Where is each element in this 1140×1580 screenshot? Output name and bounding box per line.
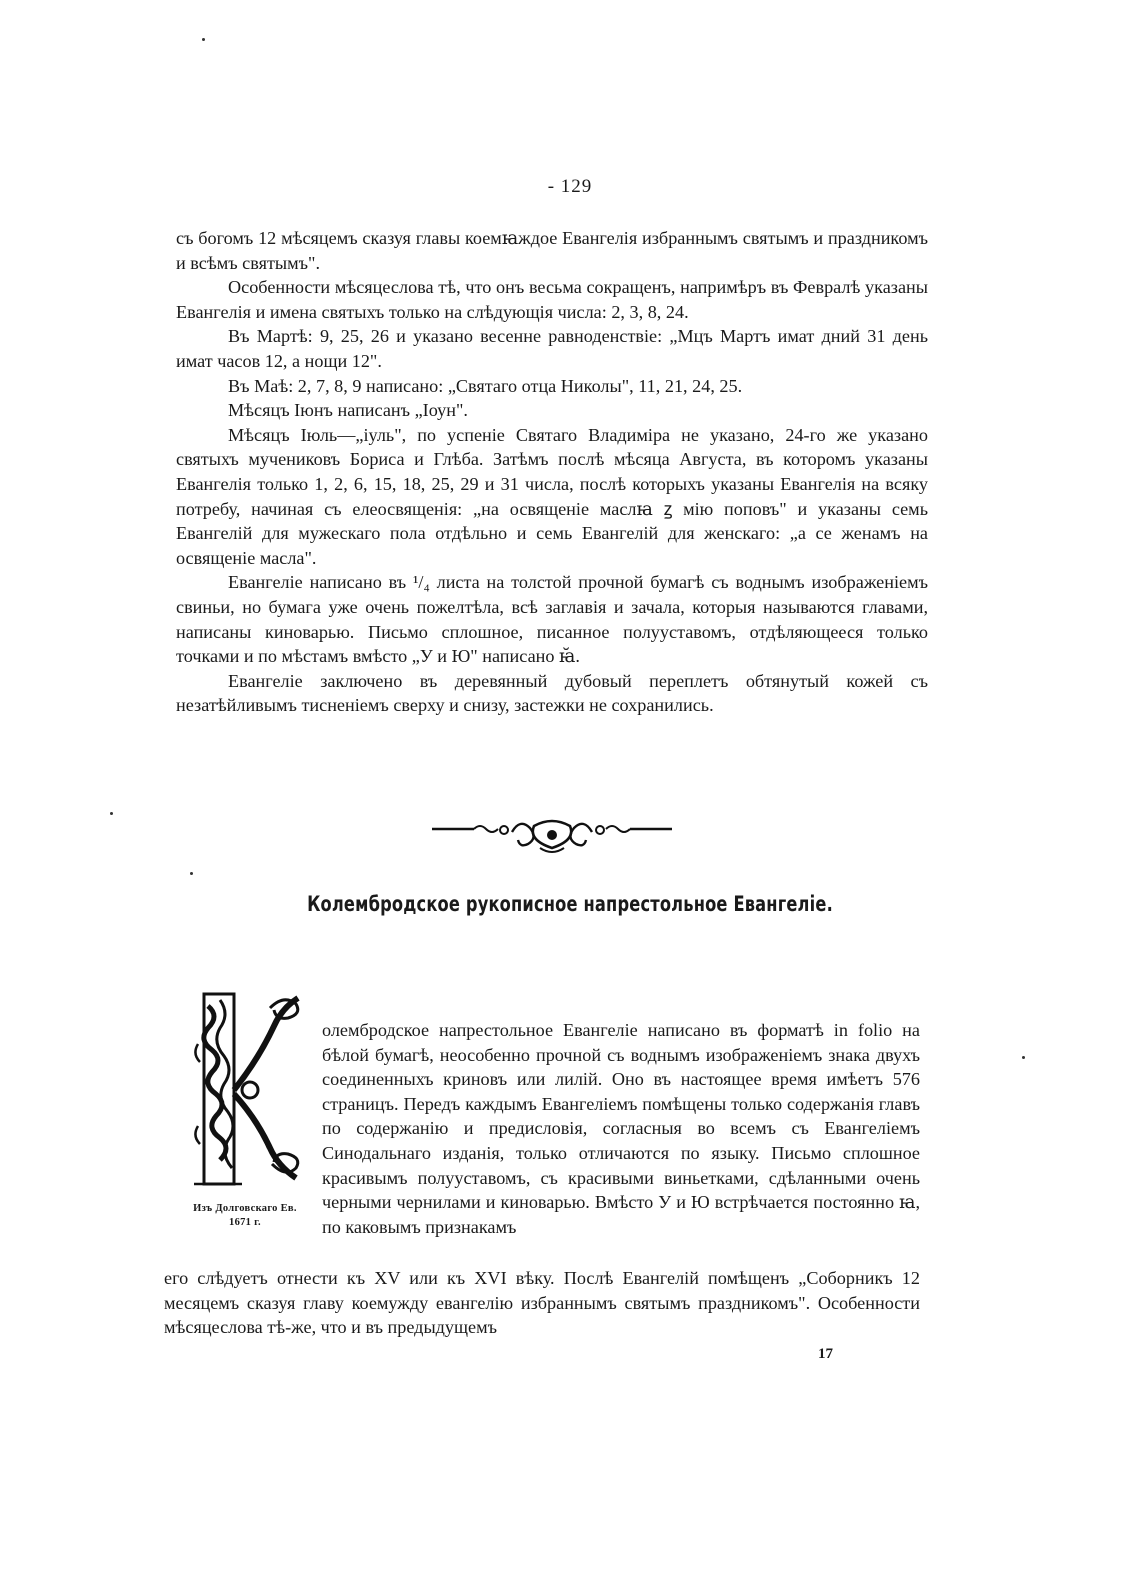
paragraph-3: Въ Мартѣ: 9, 25, 26 и указано весенне равноденствіе: „Мцъ Мартъ имат дний 31 день имат часов 12, а нощи 12".: [176, 326, 928, 371]
tail-paragraph: его слѣдуетъ отнести къ XV или къ XVI вѣку. Послѣ Евангелій помѣщенъ „Соборникъ 12 месяцемъ сказуя главу коемужду евангелію избраннымъ святымъ праздникомъ". Особенности мѣсяцеслова тѣ-же, что и въ предыдущемъ: [164, 1268, 920, 1338]
initial-caption-source: Изъ Долговскаго Ев.: [193, 1203, 297, 1214]
paragraph-1: съ богомъ 12 мѣсяцемъ сказуя главы коемꙗждое Евангелія избраннымъ святымъ и праздникомъ и всѣмъ святымъ".: [176, 228, 928, 273]
paragraph-8: Евангеліе заключено въ деревянный дубовый переплетъ обтянутый кожей съ незатѣйливымъ тисненіемъ сверху и снизу, застежки не сохранились.: [176, 670, 928, 716]
scan-speck: [110, 812, 113, 815]
section-title: Колембродское рукописное напрестольное Евангеліе.: [307, 892, 833, 916]
initial-caption-year: 1671 г.: [229, 1217, 261, 1228]
page-number: - 129: [547, 176, 593, 197]
paragraph-5: Мѣсяцъ Іюнъ написанъ „Іоун".: [228, 400, 468, 421]
ornament-divider: [430, 818, 674, 858]
initial-caption: [170, 1202, 320, 1230]
paragraph-7: Евангеліе написано въ ¹/₄ листа на толстой прочной бумагѣ съ воднымъ изображеніемъ свиньи, но бумага уже очень пожелтѣла, всѣ заглавія и зачала, которыя называются главами, написаны киноварью. Письмо сплошное, писанное полууставомъ, отдѣляющееся только точками и по мѣстамъ вмѣсто „У и Ю" написано ꙗ̆.: [176, 572, 928, 667]
body-text: [176, 226, 928, 718]
paragraph-2: Особенности мѣсяцеслова тѣ, что онъ весьма сокращенъ, напримѣръ въ Февралѣ указаны Евангелія и имена святыхъ только на слѣдующія числа: 2, 3, 8, 24.: [176, 277, 928, 322]
paragraph-6: Мѣсяцъ Іюль—„іуль", по успеніе Святаго Владиміра не указано, 24-го же указано святыхъ мучениковъ Бориса и Глѣба. Затѣмъ послѣ мѣсяца Августа, въ которомъ указаны Евангелія только 1, 2, 6, 15, 18, 25, 29 и 31 числа, послѣ которыхъ указаны Евангелія на всяку потребу, начиная съ елеосвященія: „на освященіе маслꙗ ꙁ мію поповъ" и указаны семь Евангелій для мужескаго пола отдѣльно и семь Евангелій для женскаго: „а се женамъ на освященіе масла".: [176, 424, 928, 568]
signature-mark: 17: [818, 1346, 833, 1362]
dropcap-text: [322, 1018, 920, 1239]
scan-speck: [202, 38, 205, 41]
dropcap-paragraph: олембродское напрестольное Евангеліе написано въ форматѣ in folio на бѣлой бумагѣ, неособенно прочной съ воднымъ изображеніемъ знака двухъ соединенныхъ криновъ или лилій. Оно въ настоящее время имѣетъ 576 страницъ. Передъ каждымъ Евангеліемъ помѣщены только содержанія главъ по содержанію и предисловія, согласныя во всемъ съ Евангеліемъ Синодальнаго изданія, только отличаются по языку. Письмо сплошное красивымъ полууставомъ, съ красивыми виньетками, сдѣланными очень черными чернилами и киноварью. Вмѣсто У и Ю встрѣчается постоянно ꙗ, по каковымъ признакамъ: [322, 1020, 920, 1237]
scan-speck: [1022, 1056, 1025, 1059]
tail-text: [164, 1266, 920, 1340]
paragraph-4: Въ Маѣ: 2, 7, 8, 9 написано: „Святаго отца Николы", 11, 21, 24, 25.: [228, 375, 743, 396]
illuminated-initial-k: [190, 986, 308, 1192]
scan-speck: [190, 872, 193, 875]
